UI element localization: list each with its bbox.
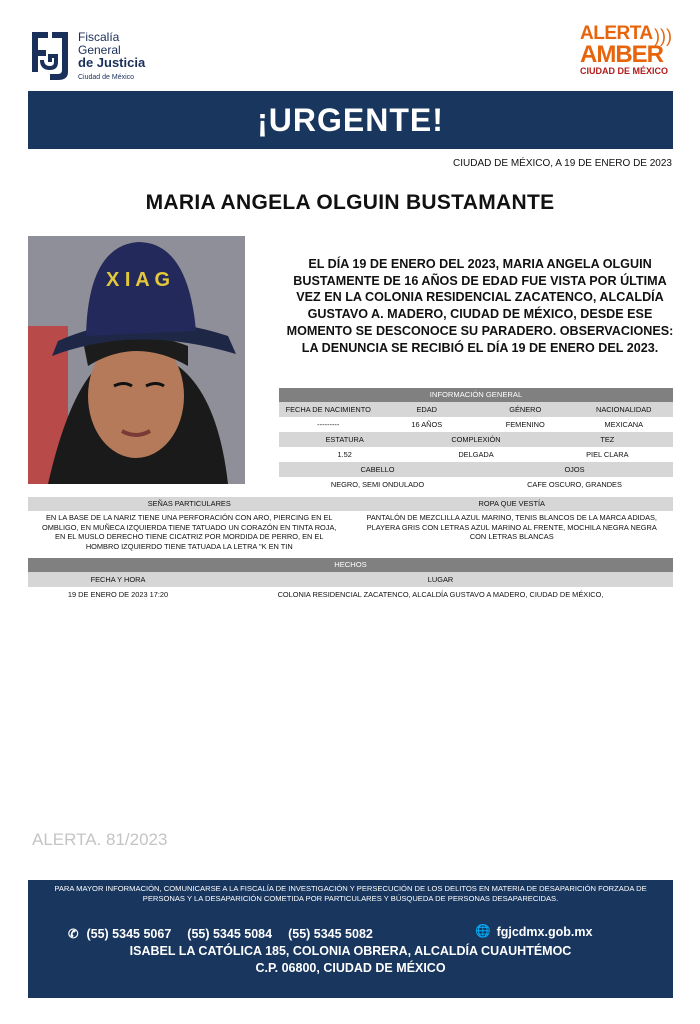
header-marks: SEÑAS PARTICULARES — [147, 499, 231, 508]
header-build: COMPLEXIÓN — [451, 435, 501, 444]
info-headers-row-2 — [279, 432, 673, 447]
marks-values — [28, 511, 673, 552]
phone-icon: ✆ — [68, 927, 79, 941]
info-headers-row-1 — [279, 402, 673, 417]
signal-waves-icon: ))) — [654, 26, 672, 46]
person-photo — [28, 236, 245, 484]
value-place: COLONIA RESIDENCIAL ZACATENCO, ALCALDÍA GUSTAVO A MADERO, CIUDAD DE MÉXICO, — [277, 590, 604, 599]
fgj-line-1: Fiscalía — [78, 29, 120, 44]
value-birthdate: --------- — [317, 420, 340, 429]
general-info-table — [279, 388, 673, 492]
header-gender: GÉNERO — [509, 405, 542, 414]
info-values-row-2 — [279, 447, 673, 462]
contact-footer — [28, 880, 673, 998]
header-clothing: ROPA QUE VESTÍA — [478, 499, 545, 508]
case-description: EL DÍA 19 DE ENERO DEL 2023, MARIA ANGELA OLGUIN BUSTAMENTE DE 16 AÑOS DE EDAD FUE VISTA POR ÚLTIMA VEZ EN LA COLONIA RESIDENCIAL ZACATENCO, ALCALDÍA GUSTAVO A. MADERO, CIUDAD DE MÉXICO, DESDE ESE MOMENTO SE DESCONOCE SU PARADERO. OBSERVACIONES: LA DENUNCIA SE RECIBIÓ EL DÍA 19 DE ENERO DEL 2023. — [286, 257, 674, 355]
value-eyes: CAFE OSCURO, GRANDES — [527, 480, 622, 489]
info-title: INFORMACIÓN GENERAL — [279, 388, 673, 402]
fgj-line-4: Ciudad de México — [78, 73, 135, 81]
header-eyes: OJOS — [564, 465, 585, 474]
amber-line-1: ALERTA — [580, 23, 653, 44]
alert-number: ALERTA. 81/2023 — [32, 830, 168, 849]
globe-icon: 🌐 — [475, 924, 491, 938]
facts-values — [28, 587, 673, 602]
phone-3[interactable]: (55) 5345 5082 — [288, 926, 373, 941]
value-build: DELGADA — [458, 450, 494, 459]
phone-list — [68, 926, 389, 941]
phone-1[interactable]: (55) 5345 5067 — [86, 926, 172, 941]
info-values-row-1 — [279, 417, 673, 432]
facts-title: HECHOS — [28, 558, 673, 572]
footer-note: PARA MAYOR INFORMACIÓN, COMUNICARSE A LA FISCALÍA DE INVESTIGACIÓN Y PERSECUCIÓN DE LOS DELITOS EN MATERIA DE DESAPARICIÓN FORZADA DE PERSONAS Y LA DESAPARICIÓN COMETIDA POR PARTICULARES Y BÚSQUEDA DE PERSONAS DESAPARECIDAS. — [54, 884, 647, 904]
fgj-line-3: de Justicia — [78, 55, 146, 71]
header-hair: CABELLO — [360, 465, 395, 474]
header-nationality: NACIONALIDAD — [596, 405, 652, 414]
header-age: EDAD — [416, 405, 438, 414]
header-height: ESTATURA — [325, 435, 364, 444]
marks-headers — [28, 497, 673, 511]
alerta-amber-logo — [580, 24, 680, 88]
value-hair: NEGRO, SEMI ONDULADO — [330, 480, 425, 489]
svg-text:X I A G: X I A G — [106, 269, 171, 291]
amber-line-2: AMBER — [580, 41, 663, 68]
header-datetime: FECHA Y HORA — [90, 575, 146, 584]
value-complexion: PIEL CLARA — [586, 450, 629, 459]
fgj-line-2: General — [78, 42, 121, 57]
facts-table — [28, 558, 673, 602]
address — [28, 943, 673, 977]
phone-2[interactable]: (55) 5345 5084 — [187, 926, 273, 941]
facts-headers — [28, 572, 673, 587]
address-line-1: ISABEL LA CATÓLICA 185, COLONIA OBRERA, ALCALDÍA CUAUHTÉMOC — [129, 944, 572, 958]
value-marks: EN LA BASE DE LA NARIZ TIENE UNA PERFORACIÓN CON ARO, PIERCING EN EL OMBLIGO, EN MUÑECA IZQUIERDA TIENE TATUADO UN CORAZÓN EN TINTA ROJA, EN EL MUSLO DERECHO TIENE CICATRIZ POR MORDIDA DE PERRO, EN EL HOMBRO IZQUIERDO TIENE TATUADA LA LETRA "K EN TIN — [42, 513, 337, 551]
value-age: 16 AÑOS — [411, 420, 443, 429]
address-line-2: C.P. 06800, CIUDAD DE MÉXICO — [255, 960, 446, 975]
info-values-row-3 — [279, 477, 673, 492]
marks-clothing-table — [28, 497, 673, 552]
website-link[interactable] — [475, 924, 592, 939]
value-datetime: 19 DE ENERO DE 2023 17:20 — [67, 590, 169, 599]
website-text: fgjcdmx.gob.mx — [496, 924, 593, 939]
urgent-banner: ¡URGENTE! — [28, 91, 673, 149]
header-birthdate: FECHA DE NACIMIENTO — [285, 405, 371, 414]
value-clothing: PANTALÓN DE MEZCLILLA AZUL MARINO, TENIS BLANCOS DE LA MARCA ADIDAS, PLAYERA GRIS CON LETRAS AZUL MARINO AL FRENTE, MOCHILA NEGRA NEGRA CON LETRAS BLANCAS — [366, 513, 657, 542]
alert-date: CIUDAD DE MÉXICO, A 19 DE ENERO DE 2023 — [453, 158, 672, 169]
header-place: LUGAR — [427, 575, 454, 584]
info-headers-row-3 — [279, 462, 673, 477]
value-height: 1.52 — [337, 450, 352, 459]
value-gender: FEMENINO — [505, 420, 545, 429]
fgj-emblem-icon — [28, 28, 72, 84]
value-nationality: MEXICANA — [604, 420, 644, 429]
fgj-logo — [28, 26, 168, 86]
header-complexion: TEZ — [600, 435, 615, 444]
person-name: MARIA ANGELA OLGUIN BUSTAMANTE — [145, 191, 555, 214]
amber-line-3: CIUDAD DE MÉXICO — [580, 66, 669, 76]
